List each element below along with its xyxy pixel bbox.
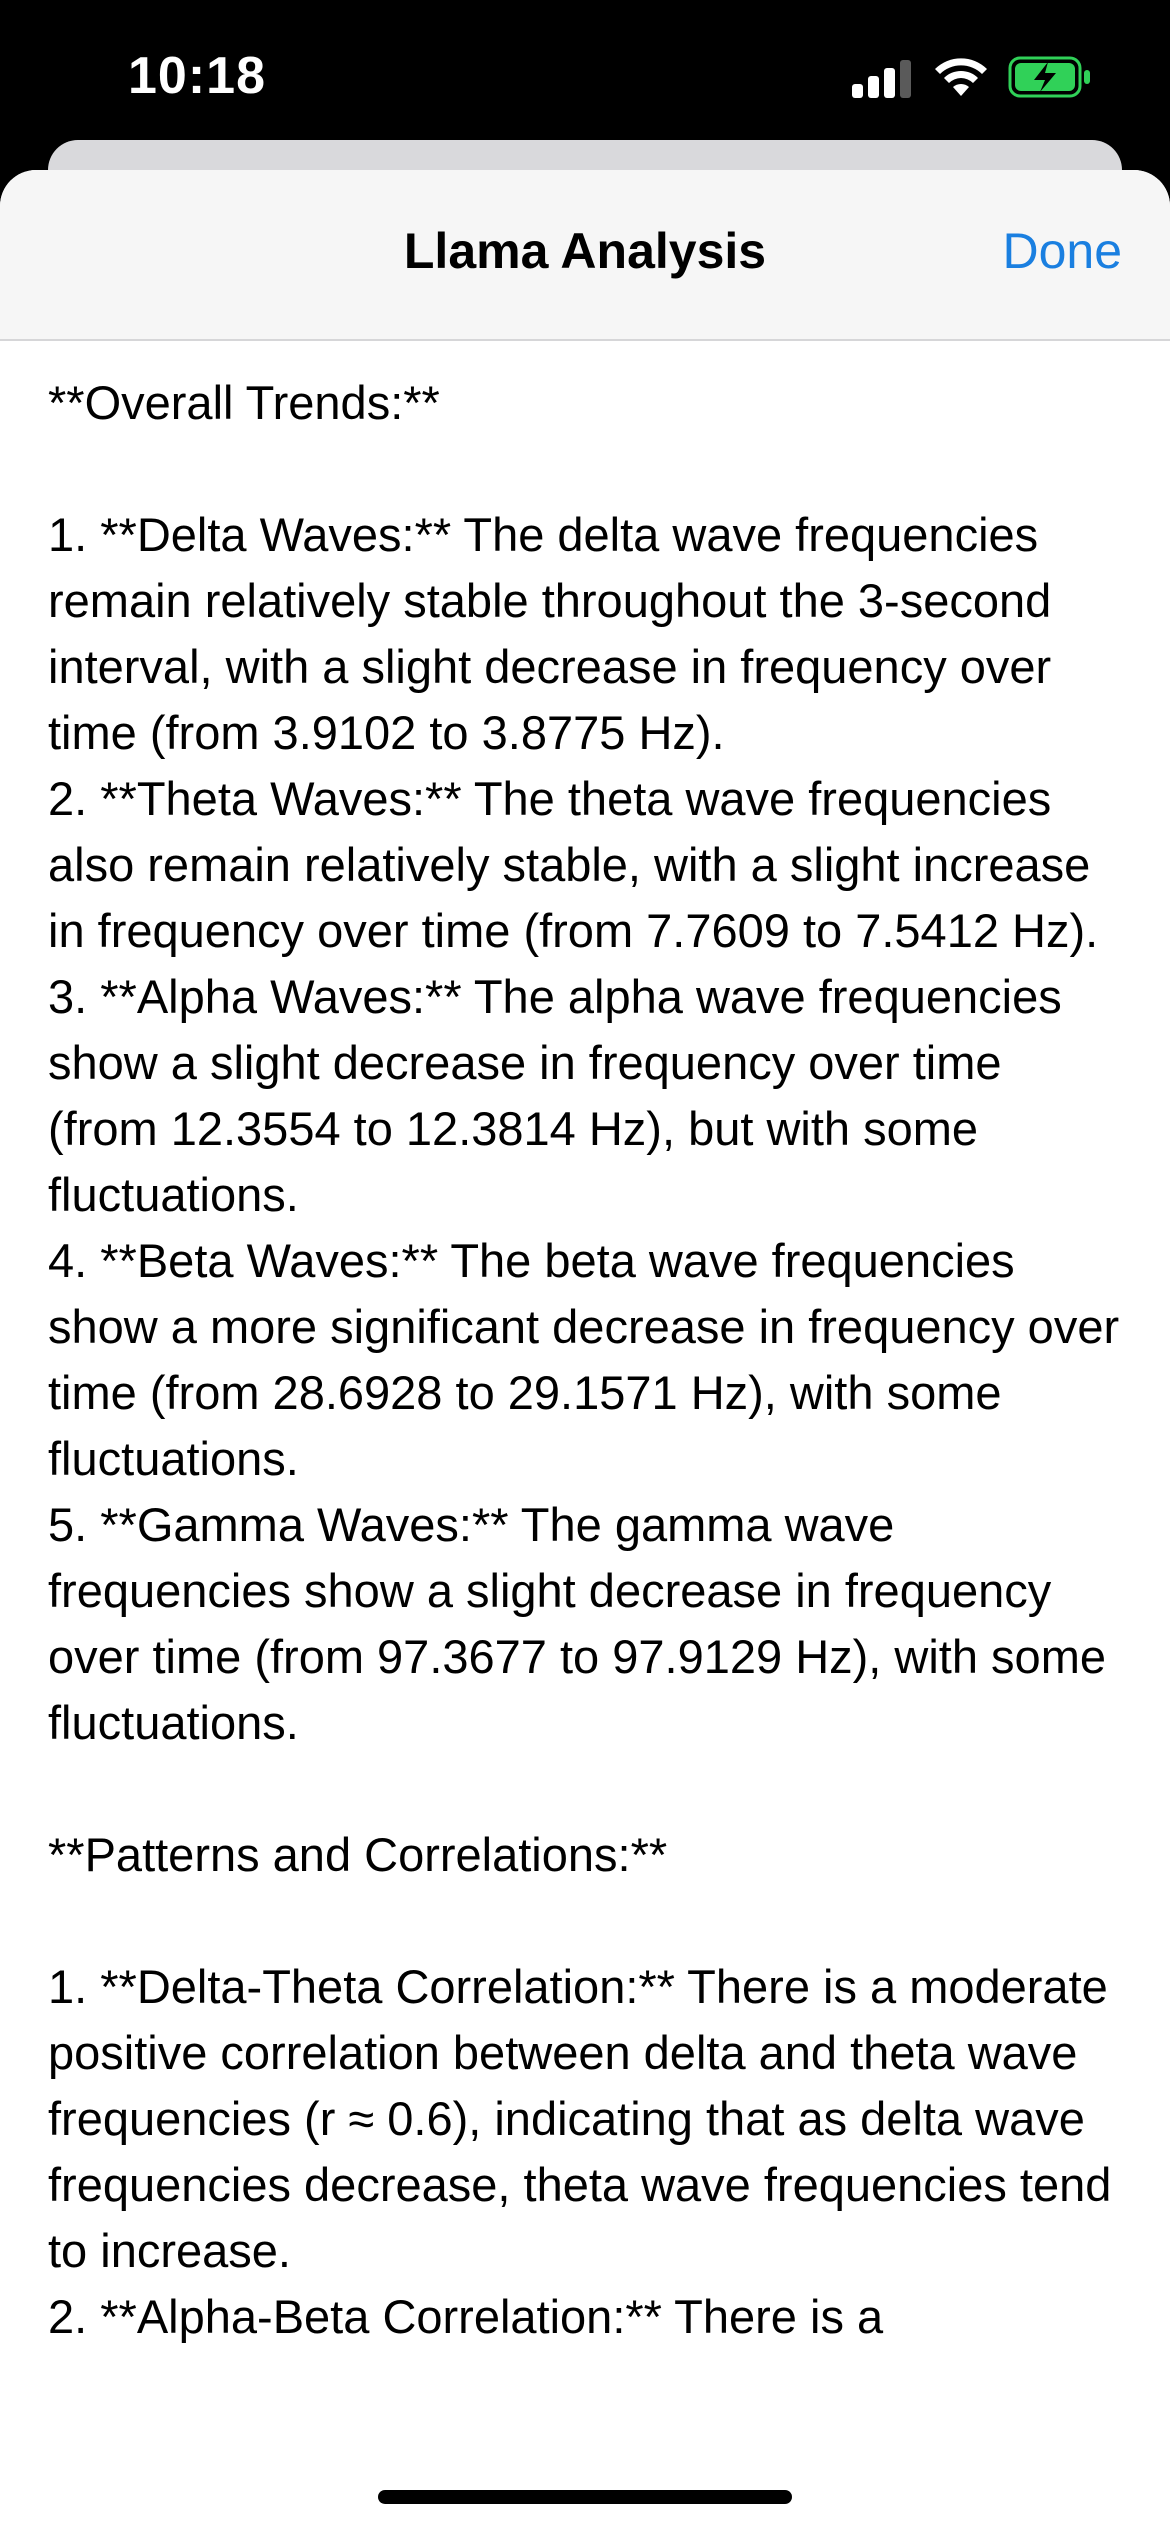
home-indicator[interactable] — [378, 2490, 792, 2504]
wifi-icon — [932, 54, 990, 98]
navigation-bar — [0, 170, 1170, 341]
done-button[interactable]: Done — [1002, 223, 1122, 279]
cellular-signal-icon — [852, 58, 916, 98]
analysis-text[interactable]: **Overall Trends:** 1. **Delta Waves:** The delta wave frequencies remain relatively stable throughout the 3-second interval, with a slight decrease in frequency over time (from 3.9102 to 3.8775 Hz). 2. **Theta Waves:** The theta wave frequencies also remain relatively stable, with a slight increase in frequency over time (from 7.7609 to 7.5412 Hz). 3. **Alpha Waves:** The alpha wave frequencies show a slight decrease in frequency over time (from 12.3554 to 12.3814 Hz), but with some fluctuations. 4. **Beta Waves:** The beta wave frequencies show a more significant decrease in frequency over time (from 28.6928 to 29.1571 Hz), with some fluctuations. 5. **Gamma Waves:** The gamma wave frequencies show a slight decrease in frequency over time (from 97.3677 to 97.9129 Hz), with some fluctuations. **Patterns and Correlations:** 1. **Delta-Theta Correlation:** There is a moderate positive correlation between delta and theta wave frequencies (r ≈ 0.6), indicating that as delta wave frequencies decrease, theta wave frequencies tend to increase. 2. **Alpha-Beta Correlation:** There is a — [48, 376, 1120, 2343]
analysis-sheet — [0, 170, 1170, 2532]
status-bar — [0, 0, 1170, 150]
page-title: Llama Analysis — [403, 223, 767, 279]
status-time: 10:18 — [128, 47, 266, 105]
battery-charging-icon — [1008, 56, 1092, 98]
